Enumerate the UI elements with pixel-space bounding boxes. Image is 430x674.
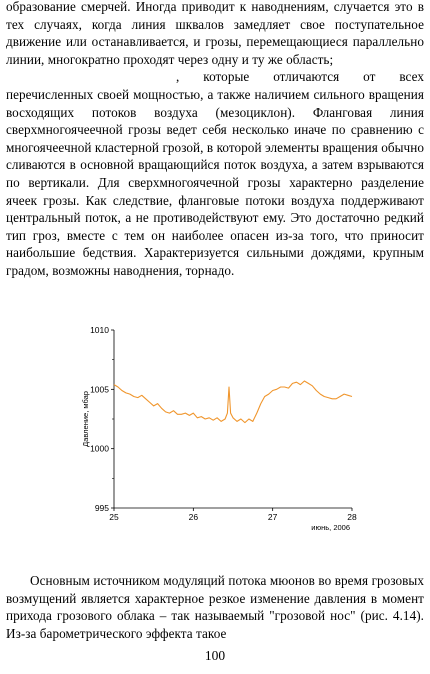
y-tick-label: 1005 xyxy=(90,384,109,395)
y-tick-label: 995 xyxy=(94,503,109,513)
pressure-figure xyxy=(0,322,430,552)
x-tick-label: 25 xyxy=(109,512,119,522)
y-tick-label: 1000 xyxy=(90,443,109,454)
x-axis-label: июнь, 2006 xyxy=(311,523,350,532)
chart-series xyxy=(114,381,352,423)
bottom-text-block xyxy=(6,572,424,642)
paragraph-squall-line: образование смерчей. Иногда приводит к наводнениям, случается это в тех случаях, когда линия шквалов замедляет свое поступательное движение или останавливается, и грозы, перемещающиеся параллельно линии, многократно проходят через одну и ту же область; xyxy=(6,0,424,67)
chart-ticks xyxy=(90,325,357,522)
y-axis-label: Давление, мбар xyxy=(81,391,90,447)
paragraph-muon-flux: Основным источником модуляций потока мюонов во время грозовых возмущений является характерное резкое изменение давления в момент прихода грозового облака – так называемый "грозовой нос" (рис. 4.14). Из-за барометрического эффекта такое xyxy=(6,573,424,641)
top-text-block xyxy=(6,0,424,280)
x-tick-label: 28 xyxy=(347,512,357,522)
x-tick-label: 26 xyxy=(188,512,199,522)
y-tick-label: 1010 xyxy=(90,325,109,335)
chart-axes xyxy=(114,330,352,508)
pressure-series-line xyxy=(114,381,352,423)
page-number: 100 xyxy=(204,648,226,663)
x-tick-label: 27 xyxy=(267,512,278,522)
paragraph-supercell: , которые отличаются от всех перечисленных своей мощностью, а также наличием сильного вращения восходящих потоков воздуха (мезоциклон). Фланговая линия сверхмногоячеечной грозы ведет себя несколько иначе по сравнению с многоячеечной кластерной грозой, в которой элементы вращения обычно сливаются в основной вращающийся поток воздуха, а затем взрываются по вертикали. Для сверхмногоячечной грозы характерно разделение ячеек грозы. Как следствие, фланговые потоки воздуха поддерживают центральный поток, а не противодействуют ему. Это достаточно редкий тип гроз, вместе с тем он наиболее опасен из-за того, что приносит наибольшие бедствия. Характеризуется сильными дождями, крупным градом, возможны наводнения, торнадо. xyxy=(6,69,424,278)
pressure-chart xyxy=(0,322,430,552)
